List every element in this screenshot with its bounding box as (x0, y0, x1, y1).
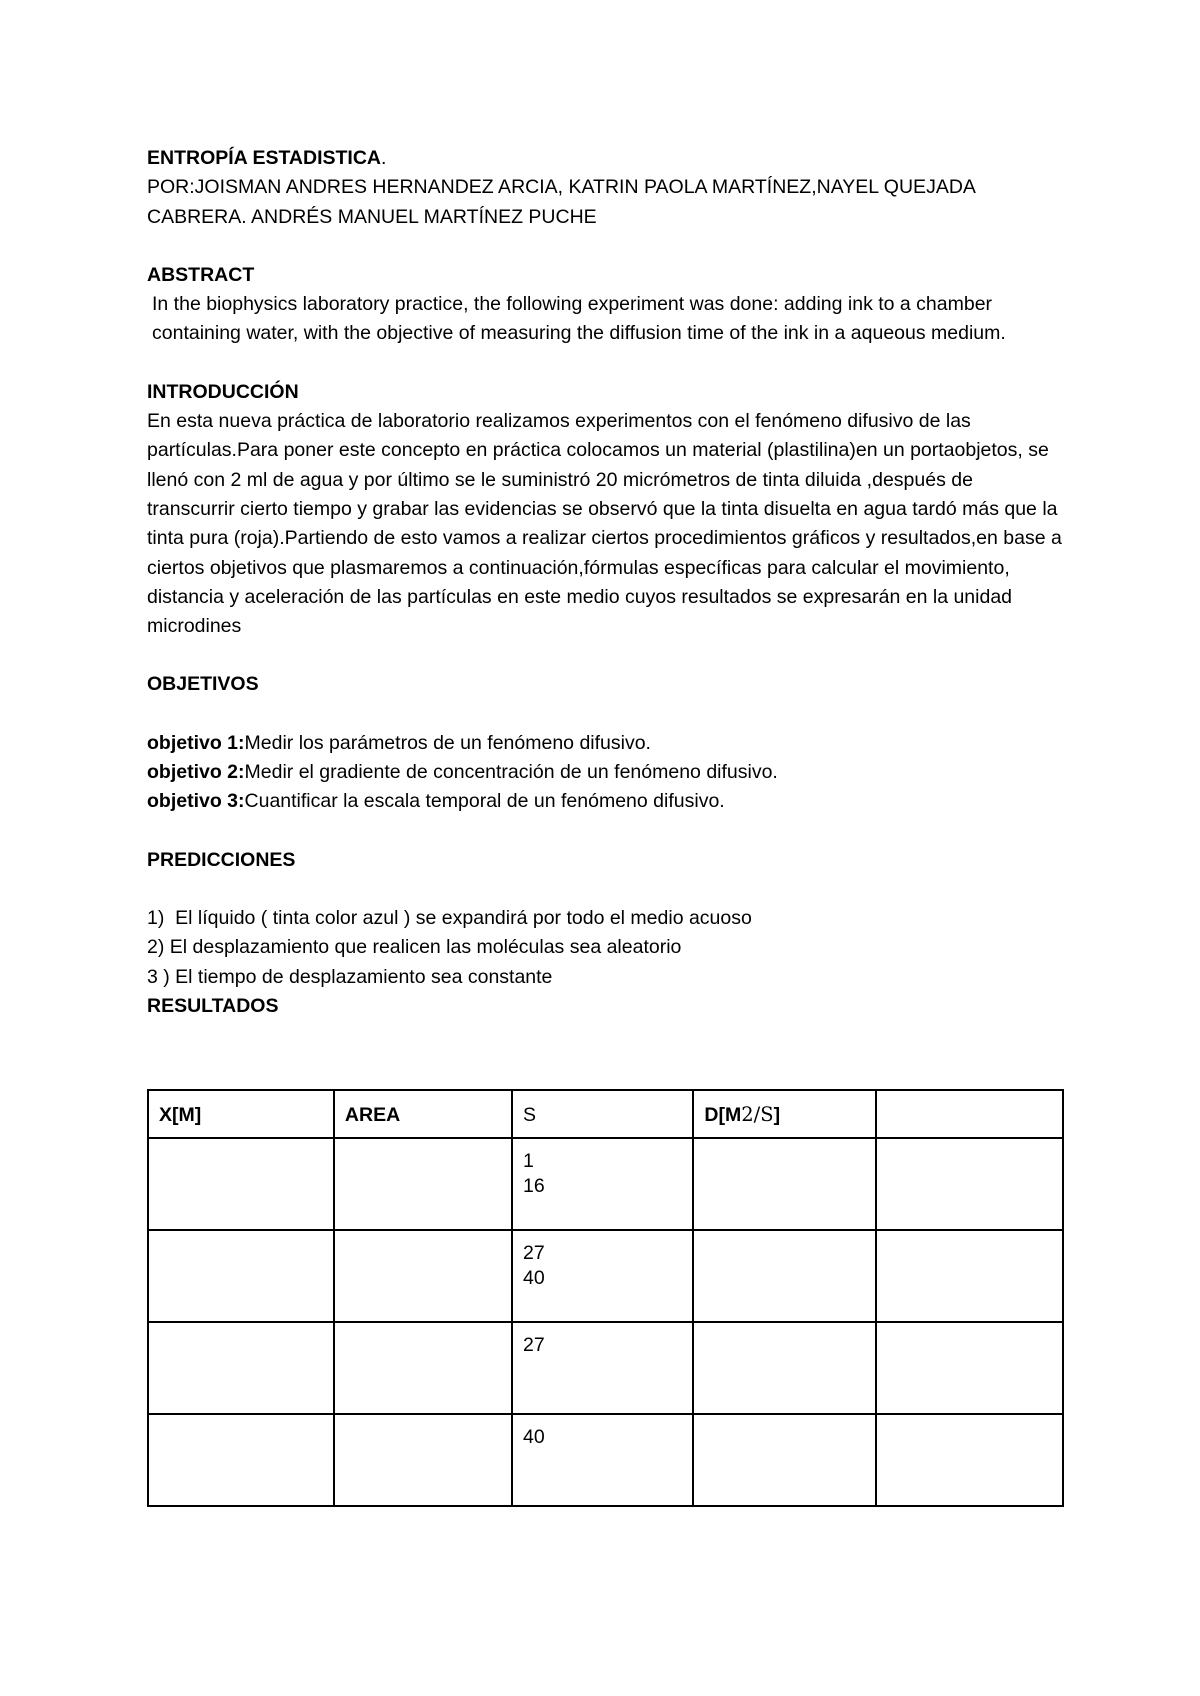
authors-line: POR:JOISMAN ANDRES HERNANDEZ ARCIA, KATRIN PAOLA MARTÍNEZ,NAYEL QUEJADA CABRERA. ANDRÉS MANUEL MARTÍNEZ PUCHE (147, 176, 975, 228)
s-value: 40 (522, 1267, 545, 1289)
cell-x (148, 1322, 334, 1414)
header-extra (876, 1090, 1063, 1138)
cell-s (512, 1414, 693, 1506)
cell-area (334, 1230, 512, 1322)
objective-item (147, 729, 1062, 758)
cell-d (693, 1230, 876, 1322)
header-s: S (512, 1090, 693, 1138)
predictions-heading: PREDICCIONES (147, 848, 296, 871)
table-row (148, 1414, 1063, 1506)
cell-x (148, 1230, 334, 1322)
objective-item (147, 758, 1062, 787)
table-row (148, 1138, 1063, 1230)
cell-extra (876, 1230, 1063, 1322)
table-row (148, 1230, 1063, 1322)
s-value: 1 (522, 1150, 534, 1172)
cell-extra (876, 1138, 1063, 1230)
cell-d (693, 1138, 876, 1230)
header-area: AREA (334, 1090, 512, 1138)
cell-extra (876, 1322, 1063, 1414)
objective-label: objetivo 2: (147, 761, 245, 784)
results-heading: RESULTADOS (147, 994, 279, 1017)
s-value: 40 (522, 1426, 545, 1448)
abstract-text: In the biophysics laboratory practice, the following experiment was done: adding ink to a chamber containing water, with the objective of measuring the diffusion time of the ink in a aqueous medium. (152, 293, 1006, 345)
cell-area (334, 1414, 512, 1506)
cell-s (512, 1230, 693, 1322)
introduction-heading: INTRODUCCIÓN (147, 380, 299, 403)
objective-label: objetivo 3: (147, 790, 245, 813)
header-d (693, 1090, 876, 1138)
cell-area (334, 1322, 512, 1414)
objective-text: Medir el gradiente de concentración de un fenómeno difusivo. (244, 761, 778, 784)
results-table (147, 1089, 1064, 1507)
objective-text: Medir los parámetros de un fenómeno difusivo. (244, 731, 651, 754)
header-d-unit: 2/S (741, 1103, 774, 1126)
title-text: ENTROPÍA ESTADISTICA (147, 147, 382, 169)
table-row (148, 1322, 1063, 1414)
objectives-heading: OBJETIVOS (147, 673, 259, 696)
table-header-row (148, 1090, 1063, 1138)
s-value: 27 (522, 1334, 545, 1356)
cell-s (512, 1322, 693, 1414)
objective-label: objetivo 1: (147, 731, 245, 754)
cell-d (693, 1414, 876, 1506)
cell-x (148, 1414, 334, 1506)
cell-x (148, 1138, 334, 1230)
objective-item (147, 787, 1062, 816)
prediction-item: 2) El desplazamiento que realicen las moléculas sea aleatorio (147, 936, 682, 959)
cell-s (512, 1138, 693, 1230)
abstract-heading: ABSTRACT (147, 263, 255, 286)
header-d-prefix: D[M (704, 1104, 742, 1126)
s-value: 27 (522, 1242, 545, 1264)
s-value: 16 (522, 1175, 545, 1197)
prediction-item: 3 ) El tiempo de desplazamiento sea constante (147, 965, 553, 988)
document-body (147, 144, 1062, 1021)
title-dot: . (381, 147, 387, 169)
cell-extra (876, 1414, 1063, 1506)
document-title (147, 144, 1062, 173)
header-x: X[M] (148, 1090, 334, 1138)
cell-d (693, 1322, 876, 1414)
cell-area (334, 1138, 512, 1230)
prediction-item: 1) El líquido ( tinta color azul ) se expandirá por todo el medio acuoso (147, 906, 752, 929)
objective-text: Cuantificar la escala temporal de un fenómeno difusivo. (244, 790, 725, 813)
introduction-text: En esta nueva práctica de laboratorio realizamos experimentos con el fenómeno difusivo de las partículas.Para poner este concepto en práctica colocamos un material (plastilina)en un portaobjetos, se llenó con 2 ml de agua y por último se le suministró 20 micrómetros de tinta diluida ,después de transcurrir cierto tiempo y grabar las evidencias se observó que la tinta disuelta en agua tardó más que la tinta pura (roja).Partiendo de esto vamos a realizar ciertos procedimientos gráficos y resultados,en base a ciertos objetivos que plasmaremos a continuación,fórmulas específicas para calcular el movimiento, distancia y aceleración de las partículas en este medio cuyos resultados se expresarán en la unidad microdines (147, 410, 1062, 638)
header-d-suffix: ] (773, 1104, 781, 1126)
